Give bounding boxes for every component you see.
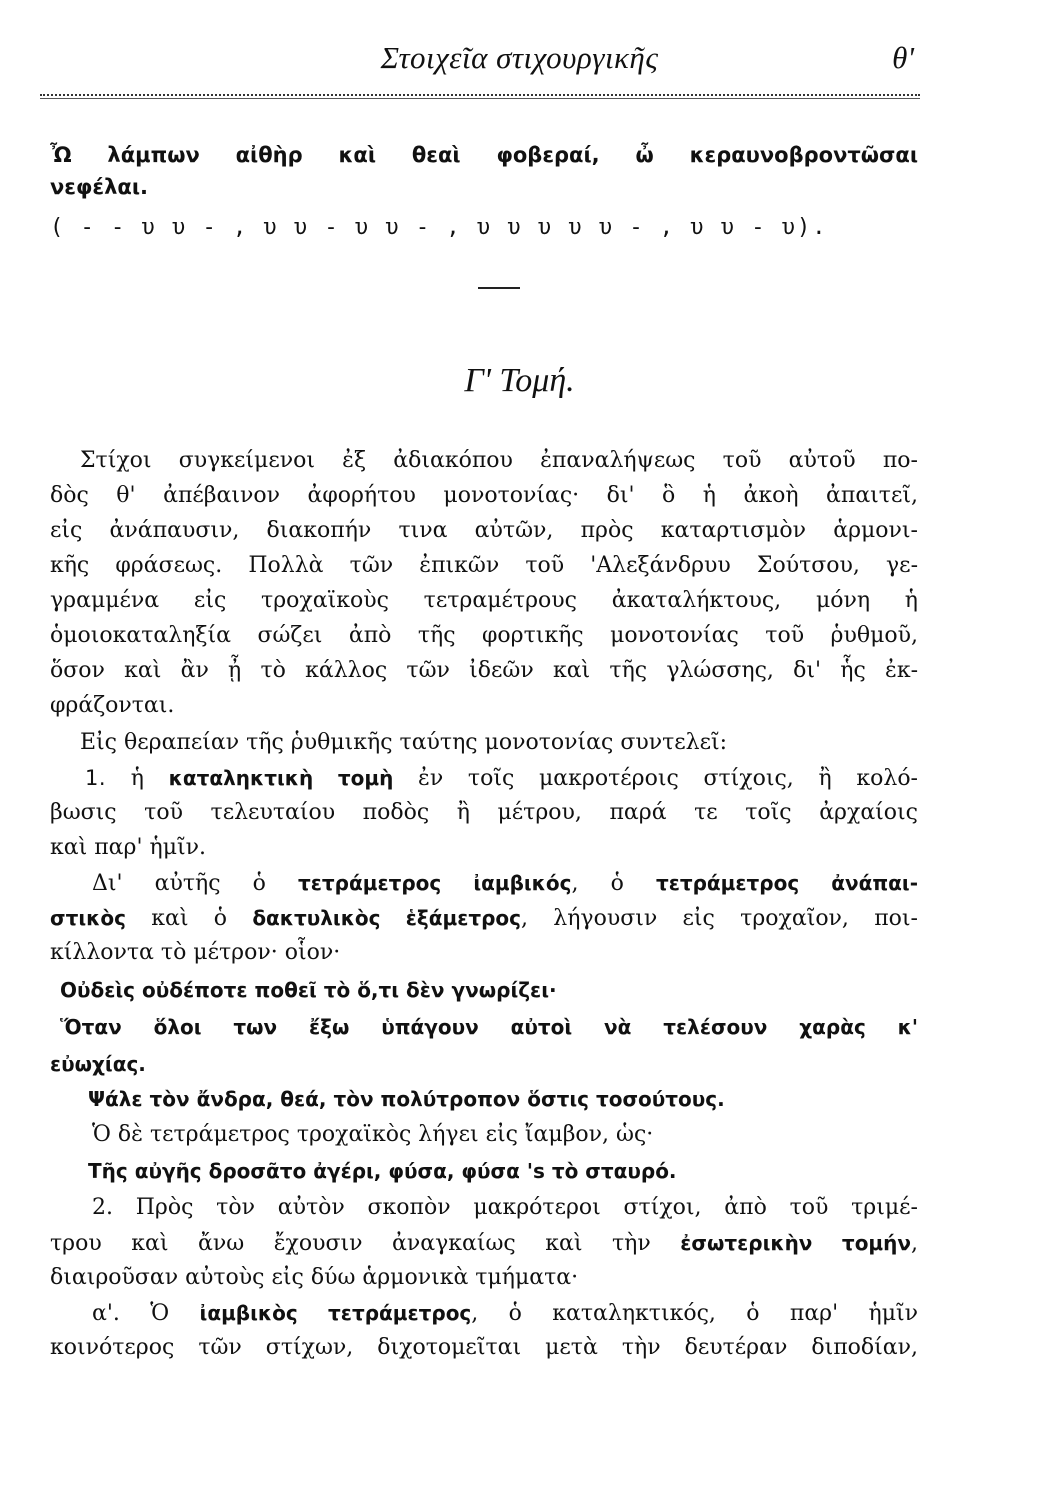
text-run: α'. Ὁ xyxy=(92,1301,170,1326)
header-rule xyxy=(40,98,920,99)
bold-term: ἐσωτερικὴν τομήν xyxy=(680,1231,912,1255)
text-line: Στίχοι συγκείμενοι ἐξ ἀδιακόπου ἐπαναλήψεως τοῦ αὐτοῦ πο- xyxy=(80,448,918,473)
text-run: Δι' αὐτῆς ὁ xyxy=(92,871,266,896)
text-line: φράζονται. xyxy=(50,693,175,718)
list-number: 1. xyxy=(85,766,107,790)
verse-example-line: Τῆς αὐγῆς δροσᾶτο ἀγέρι, φύσα, φύσα 's τὸ σταυρό. xyxy=(88,1159,677,1183)
metrical-scheme: ( - - υ υ - , υ υ - υ υ - , υ υ υ υ υ - , υ υ - υ). xyxy=(50,215,828,240)
bold-term: τετράμετρος ἀνάπαι- xyxy=(655,871,919,895)
text-line: εἰς ἀνάπαυσιν, διακοπήν τινα αὐτῶν, πρὸς καταρτισμὸν ἁρμονι- xyxy=(50,518,918,543)
page-number: θ' xyxy=(892,40,914,75)
text-line: κίλλοντα τὸ μέτρον· οἷον· xyxy=(50,940,341,965)
text-line: γραμμένα εἰς τροχαϊκοὺς τετραμέτρους ἀκαταλήκτους, μόνη ἡ xyxy=(50,588,918,613)
bold-term: ἰαμβικὸς τετράμετρος xyxy=(199,1301,472,1325)
bold-term: καταληκτικὴ τομὴ xyxy=(168,766,394,790)
text-run: , ὁ καταληκτικός, ὁ παρ' ἡμῖν xyxy=(471,1301,919,1326)
text-run: καὶ ὁ xyxy=(151,906,228,931)
running-head-title: Στοιχεῖα στιχουργικῆς xyxy=(380,40,659,75)
text-line: διαιροῦσαν αὐτοὺς εἰς δύω ἁρμονικὰ τμήματα· xyxy=(50,1265,579,1290)
verse-example-line: Ὅταν ὅλοι των ἔξω ὑπάγουν αὐτοὶ νὰ τελέσουν χαρὰς κ' xyxy=(60,1015,918,1039)
text-line: κῆς φράσεως. Πολλὰ τῶν ἐπικῶν τοῦ 'Αλεξάνδρυυ Σούτσου, γε- xyxy=(50,553,918,578)
text-line: 2. Πρὸς τὸν αὐτὸν σκοπὸν μακρότεροι στίχοι, ἀπὸ τοῦ τριμέ- xyxy=(92,1195,918,1220)
verse-example-line: εὐωχίας. xyxy=(50,1052,146,1076)
bold-term: δακτυλικὸς ἑξάμετρος xyxy=(252,906,522,930)
text-line xyxy=(85,763,918,794)
text-run: τρου καὶ ἄνω ἔχουσιν ἀναγκαίως καὶ τὴν xyxy=(50,1231,651,1256)
text-line: βωσις τοῦ τελευταίου ποδὸς ἢ μέτρου, παρά τε τοῖς ἀρχαίοις xyxy=(50,800,918,825)
text-line xyxy=(92,1298,918,1329)
verse-example-line: νεφέλαι. xyxy=(50,175,148,199)
bold-term: τετράμετρος ἰαμβικός xyxy=(298,871,572,895)
text-run: , λήγουσιν εἰς τροχαῖον, ποι- xyxy=(521,906,918,931)
verse-example-line: Οὐδεὶς οὐδέποτε ποθεῖ τὸ ὅ,τι δὲν γνωρίζει· xyxy=(60,978,557,1002)
section-divider xyxy=(478,287,520,289)
text-line: ὁμοιοκαταληξία σώζει ἀπὸ τῆς φορτικῆς μονοτονίας τοῦ ῥυθμοῦ, xyxy=(50,623,918,648)
text-line xyxy=(50,1228,918,1259)
text-run: , ὁ xyxy=(571,871,624,896)
text-line xyxy=(50,903,918,934)
text-line: Ὁ δὲ τετράμετρος τροχαϊκὸς λήγει εἰς ἴαμβον, ὡς· xyxy=(92,1122,654,1147)
text-line: δὸς θ' ἀπέβαινον ἀφορήτου μονοτονίας· δι' ὃ ἡ ἀκοὴ ἀπαιτεῖ, xyxy=(50,483,918,508)
text-run: , xyxy=(911,1231,919,1256)
text-line: καὶ παρ' ἡμῖν. xyxy=(50,835,206,860)
section-heading: Γ' Τομή. xyxy=(464,362,575,399)
verse-example-line: Ψάλε τὸν ἄνδρα, θεά, τὸν πολύτροπον ὅστις τοσούτους. xyxy=(88,1087,725,1111)
text-run: ἐν τοῖς μακροτέροις στίχοις, ἢ κολό- xyxy=(418,766,918,791)
bold-term: στικὸς xyxy=(50,906,126,930)
text-line: Εἰς θεραπείαν τῆς ῥυθμικῆς ταύτης μονοτονίας συντελεῖ: xyxy=(80,730,728,755)
text-run: ἡ xyxy=(130,766,144,791)
header-dotted-rule xyxy=(40,94,920,96)
text-line xyxy=(92,868,918,899)
text-line: ὅσον καὶ ἂν ᾖ τὸ κάλλος τῶν ἰδεῶν καὶ τῆς γλώσσης, δι' ἧς ἐκ- xyxy=(50,658,918,683)
text-line: κοινότερος τῶν στίχων, διχοτομεῖται μετὰ τὴν δευτέραν διποδίαν, xyxy=(50,1335,918,1360)
verse-example-line: Ὦ λάμπων αἰθὴρ καὶ θεαὶ φοβεραί, ὦ κεραυνοβροντῶσαι xyxy=(50,143,918,167)
